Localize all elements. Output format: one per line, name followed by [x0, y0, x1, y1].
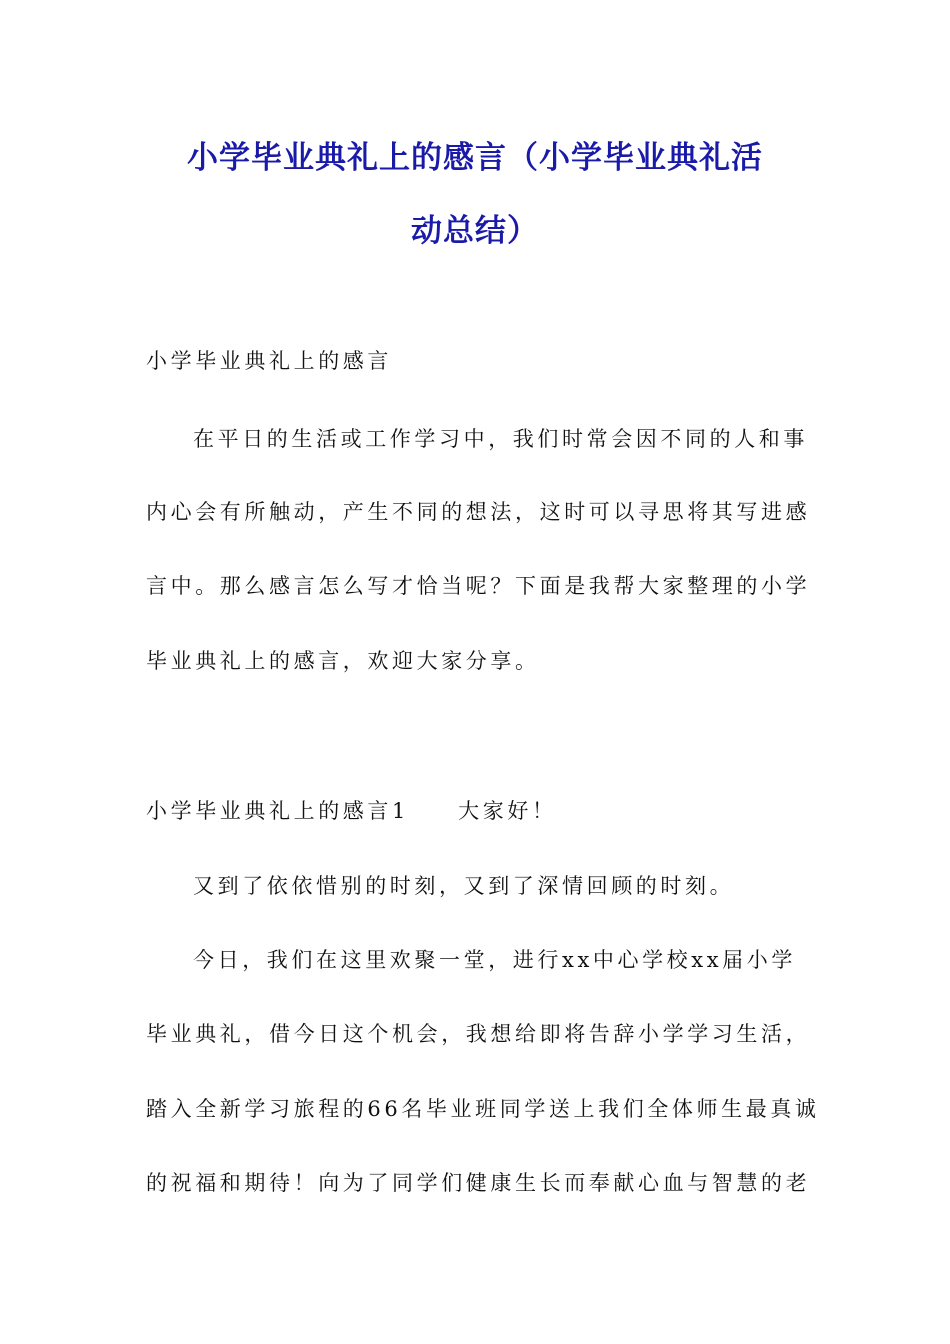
paragraph-line: 踏入全新学习旅程的66名毕业班同学送上我们全体师生最真诚 — [146, 1097, 820, 1121]
document-title-line-1: 小学毕业典礼上的感言（小学毕业典礼活 — [187, 140, 763, 176]
paragraph-line: 的祝福和期待！向为了同学们健康生长而奉献心血与智慧的老 — [146, 1171, 811, 1195]
section-heading-greeting: 小学毕业典礼上的感言1 大家好！ — [146, 799, 557, 823]
document-title-line-2: 动总结） — [411, 213, 539, 249]
paragraph-line: 在平日的生活或工作学习中，我们时常会因不同的人和事 — [193, 427, 808, 451]
paragraph-line: 又到了依依惜别的时刻，又到了深情回顾的时刻。 — [193, 874, 735, 898]
paragraph-line: 内心会有所触动，产生不同的想法，这时可以寻思将其写进感 — [146, 500, 811, 524]
section-heading: 小学毕业典礼上的感言 — [146, 349, 392, 373]
paragraph-line: 今日，我们在这里欢聚一堂，进行xx中心学校xx届小学 — [193, 948, 796, 972]
paragraph-line: 言中。那么感言怎么写才恰当呢？下面是我帮大家整理的小学 — [146, 574, 811, 598]
paragraph-line: 毕业典礼，借今日这个机会，我想给即将告辞小学学习生活， — [146, 1022, 811, 1046]
paragraph-line: 毕业典礼上的感言，欢迎大家分享。 — [146, 649, 540, 673]
